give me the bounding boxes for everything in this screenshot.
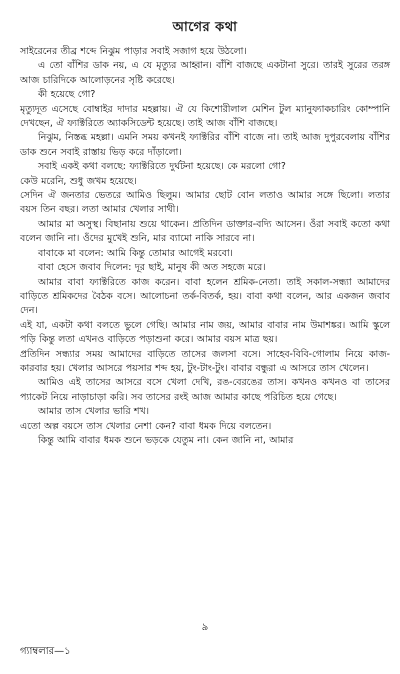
- signature-mark: গ্যাম্বলার—১: [20, 646, 71, 657]
- paragraph: আমার মা অসুস্থ। বিছানায় শুয়ে থাকেন। প্রতিদিন ডাক্তার-বদ্যি আসেন। ওঁরা সবাই কতো কথা বলেন জানি না। ওঁদের মুখেই শুনি, মার ব্যামো নাকি সারবে না।: [20, 218, 390, 245]
- paragraph: সবাই একই কথা বলছে: ফ্যাক্টরিতে দুর্ঘটনা হয়েছে। কে মরলো গো?: [38, 161, 286, 173]
- paragraph: আমিও এই তাসের আসরে বসে খেলা দেখি, রঙ-বেরঙের তাস। কখনও কখনও বা তাসের প্যাকেট নিয়ে নাড়াচাড়া করি। সব তাসের রংই আজ আমার কাছে পরিচিত হয়ে গেছে।: [20, 377, 390, 403]
- chapter-title: আগের কথা: [172, 20, 238, 35]
- page-number: ৯: [201, 622, 209, 633]
- paragraph: বাবাকে মা বলেন: আমি কিন্তু তোমার আগেই মরবো।: [38, 247, 233, 259]
- paragraph: সাইরেনের তীব্র শব্দে নিঝুম পাড়ার সবাই সজাগ হয়ে উঠলো।: [20, 46, 247, 57]
- paragraph: আমার বাবা ফ্যাক্টরিতে কাজ করেন। বাবা হলেন শ্রমিক-নেতা। তাই সকাল-সন্ধ্যা আমাদের বাড়িতে শ্রমিকদের বৈঠক বসে। আলোচনা তর্ক-বিতর্ক, হয়। বাবা কথা বলেন, আর একজন জবাব দেন।: [20, 276, 390, 317]
- paragraph: এই যা, একটা কথা বলতে ভুলে গেছি। আমার নাম জয়, আমার বাবার নাম উমাশঙ্কর। আমি স্কুলে পড়ি কিন্তু লতা এখনও বাড়িতে পড়াশুনা করে। আমার বয়স মাত্র ছয়।: [20, 319, 390, 346]
- body-text: [20, 45, 390, 448]
- paragraph: প্রতিদিন সন্ধ্যার সময় আমাদের বাড়িতে তাসের জলসা বসে। সাহেব-বিবি-গোলাম নিয়ে কাজ-কারবার হয়। খেলার আসরে পয়সার শব্দ হয়, টুং-টাং-টুং। বাবার বন্ধুরা এ আসরে তাস খেলেন।: [20, 348, 390, 374]
- paragraph: সেদিন ঐ জনতার ভেতরে আমিও ছিলুম। আমার ছোট বোন লতাও আমার সঙ্গে ছিলো। লতার বয়স তিন বছর। লতা আমার খেলার সাথী।: [20, 190, 390, 216]
- paragraph: এ তো বাঁশির ডাক নয়, এ যে মৃত্যুর আহ্বান। বাঁশি বাজছে একটানা সুরে। তারই সুরের তরঙ্গ আজ চারিদিকে আলোড়নের সৃষ্টি করেছে।: [20, 60, 390, 86]
- paragraph: এতো অল্প বয়সে তাস খেলার নেশা কেন? বাবা ধমক দিয়ে বলতেন।: [20, 420, 272, 432]
- paragraph: মৃত্যুদূত এসেছে বোম্বাইর দাদার মহল্লায়। ঐ যে কিশোরীলাল মেশিন টুল ম্যানুফ্যাকচারিং কোম্পানি দেখছেন, ঐ ফ্যাক্টরিতে অ্যাকসিডেন্ট হয়েছে। তাই আজ বাঁশি বাজছে।: [20, 103, 390, 130]
- paragraph: আমার তাস খেলার ভারি শখ।: [38, 406, 149, 418]
- paragraph: নিঝুম, নিস্তব্ধ মহল্লা। এমনি সময় কখনই ফ্যাক্টরির বাঁশি বাজে না। তাই আজ দুপুরবেলায় বাঁশির ডাক শুনে সবাই রাস্তায় ভিড় করে দাঁড়ালো।: [20, 132, 390, 158]
- paragraph: কিন্তু আমি বাবার ধমক শুনে ভড়কে যেতুম না। কেন জানি না, আমার: [38, 434, 294, 446]
- paragraph: কী হয়েছে গো?: [38, 89, 96, 101]
- paragraph: কেউ মরেনি, শুধু জখম হয়েছে।: [20, 175, 137, 187]
- paragraph: বাবা হেসে জবাব দিলেন: দূর ছাই, মানুষ কী অত সহজে মরে।: [38, 262, 266, 274]
